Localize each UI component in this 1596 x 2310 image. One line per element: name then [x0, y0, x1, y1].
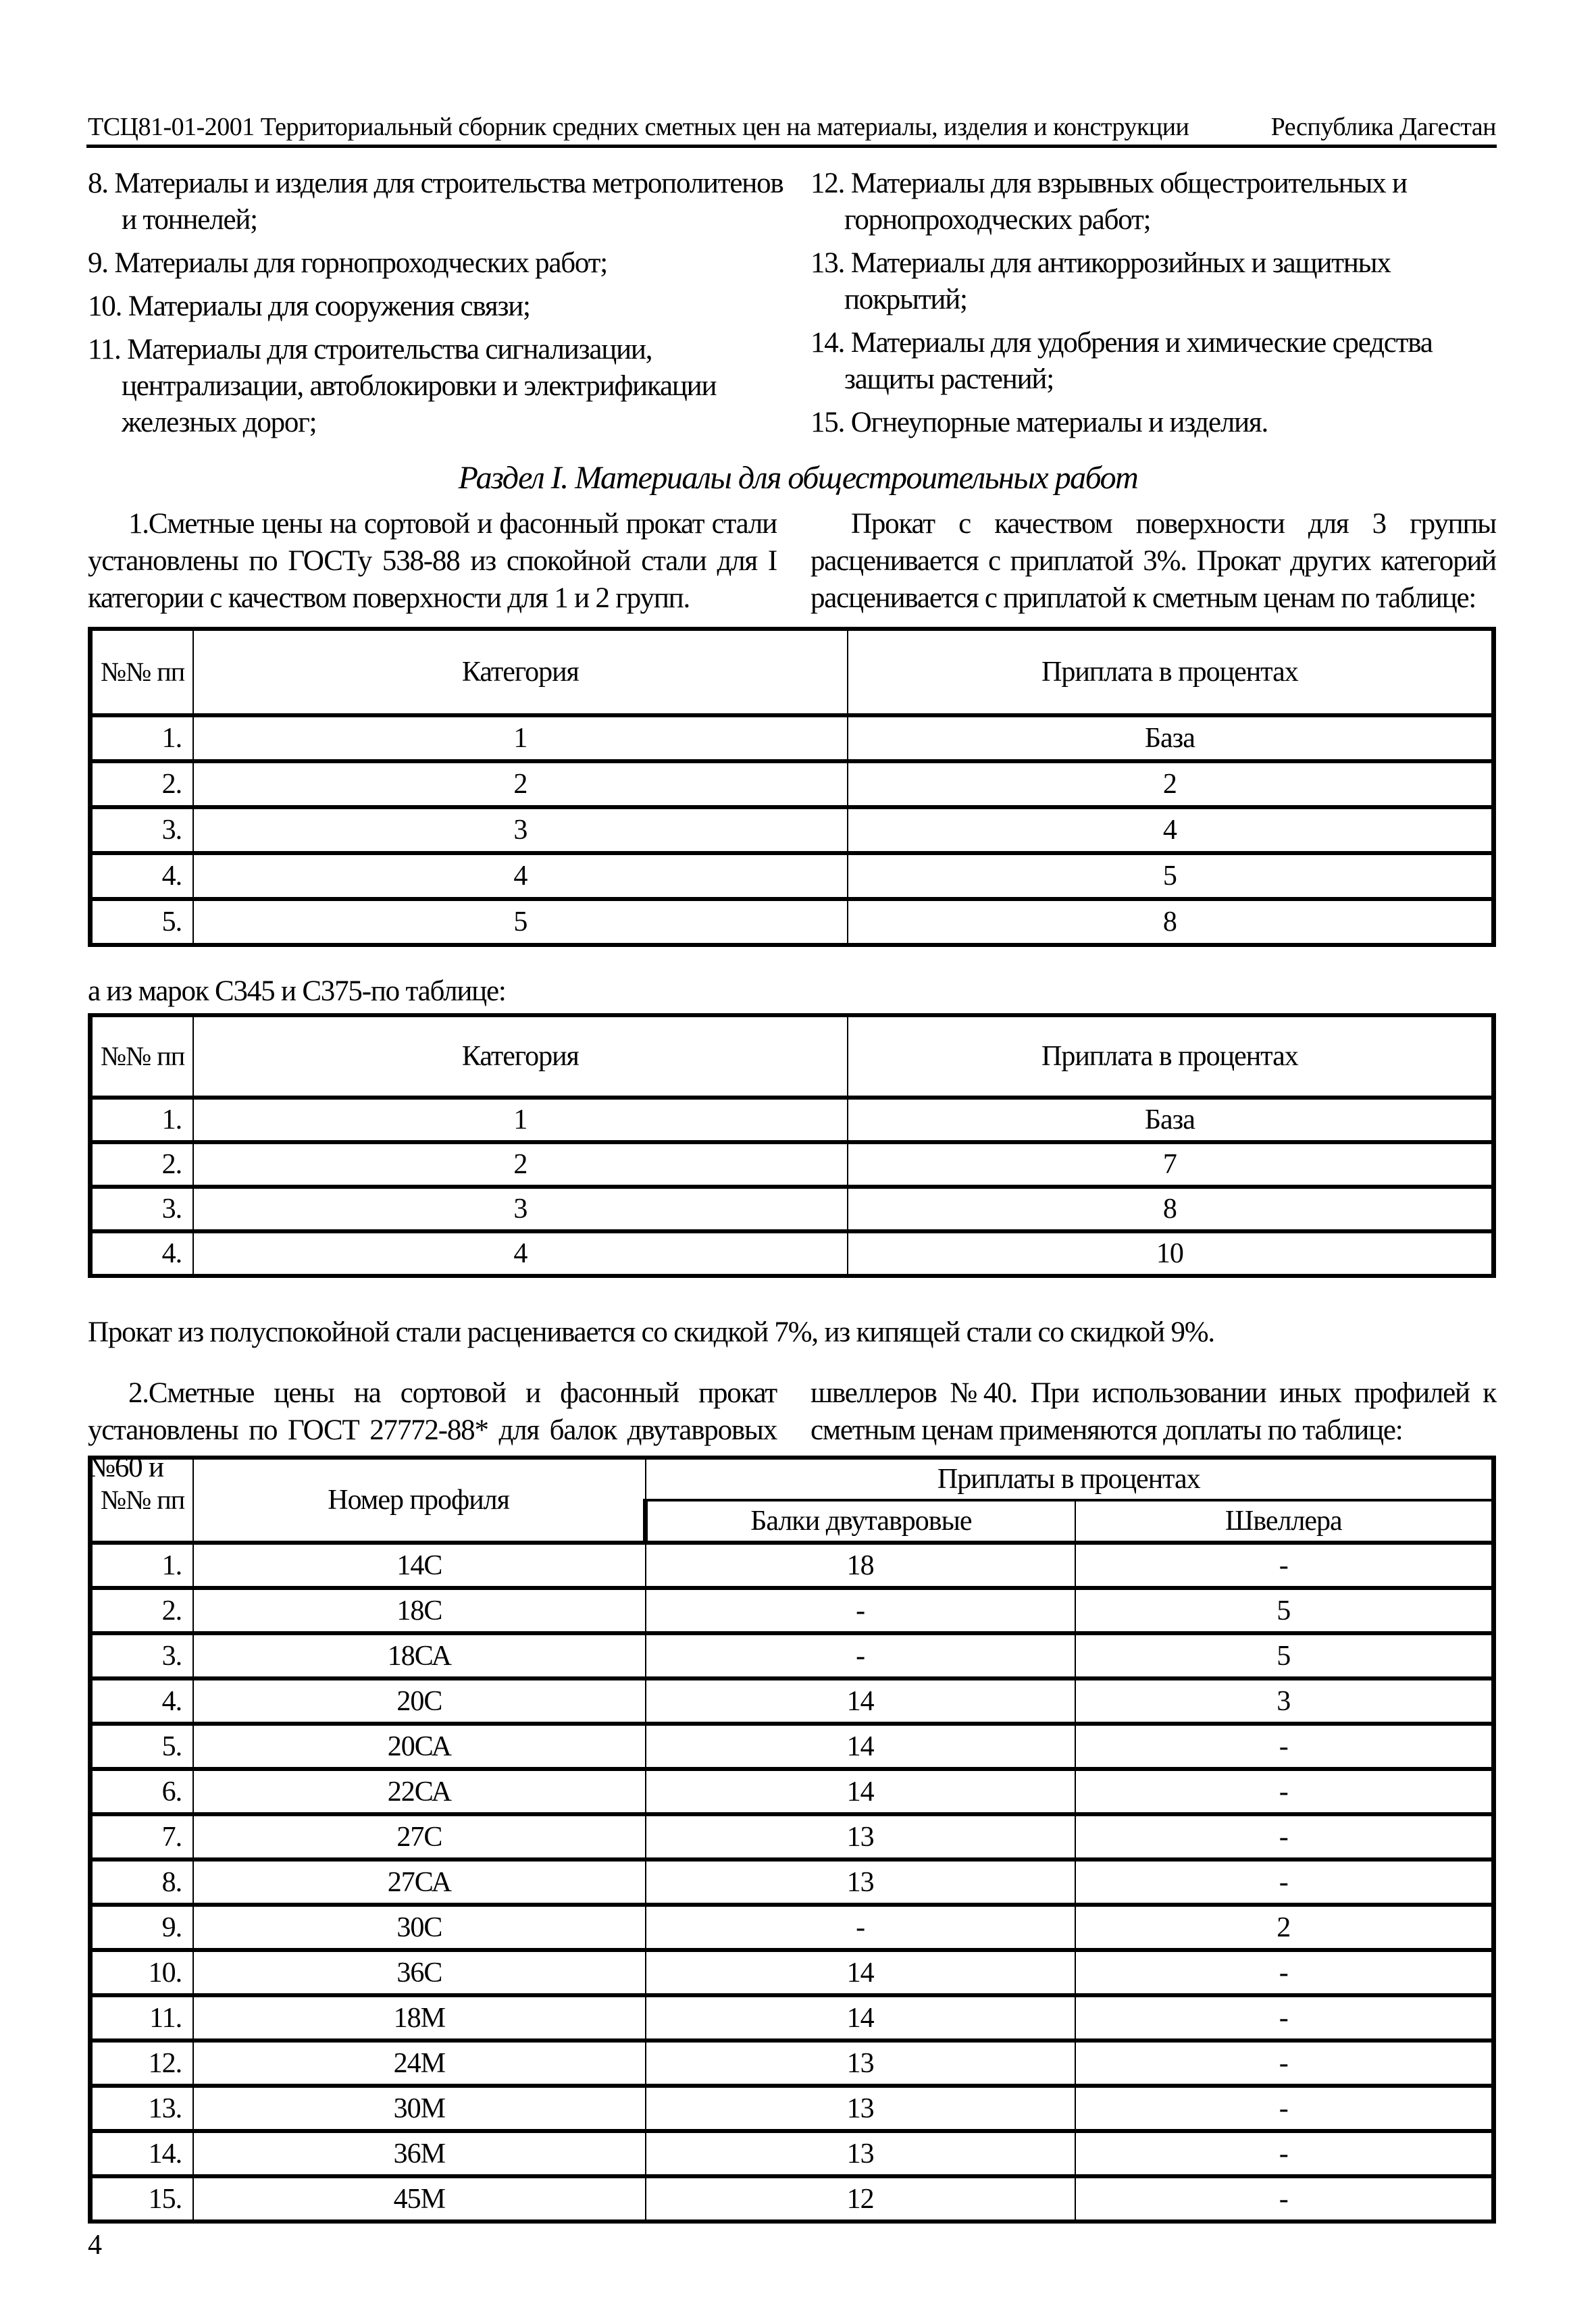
column-header-number: №№ пп — [91, 1458, 194, 1543]
table-row: 5. 5 8 — [91, 899, 1494, 945]
column-header-profile: Номер профиля — [193, 1458, 646, 1543]
table-row: 9. 30С - 2 — [91, 1905, 1494, 1950]
table-row: 2. 2 2 — [91, 761, 1494, 807]
list-item: 13. Материалы для антикоррозийных и защитных покрытий; — [810, 247, 1391, 315]
table-row: 1. 1 База — [91, 715, 1494, 761]
table-row: 5. 20СА 14 - — [91, 1724, 1494, 1769]
intro-list-left — [88, 165, 790, 448]
column-header-number: №№ пп — [91, 629, 194, 715]
table-row: 15. 45М 12 - — [91, 2176, 1494, 2222]
page-number: 4 — [88, 2230, 102, 2261]
table-row: 3. 18СА - 5 — [91, 1633, 1494, 1678]
table-row: 12. 24М 13 - — [91, 2040, 1494, 2086]
table-row: 1. 1 База — [91, 1098, 1494, 1142]
list-item: 8. Материалы и изделия для строительства метрополитенов и тоннелей; — [88, 168, 783, 236]
column-header-category: Категория — [193, 629, 848, 715]
table-row: 10. 36С 14 - — [91, 1950, 1494, 1995]
header-title: ТСЦ81-01-2001 Территориальный сборник средних сметных цен на материалы, изделия и конструкции — [88, 113, 1189, 141]
table-row: 3. 3 8 — [91, 1187, 1494, 1231]
category-surcharge-table — [88, 627, 1496, 947]
list-item: 9. Материалы для горнопроходческих работ; — [88, 247, 607, 279]
list-item: 14. Материалы для удобрения и химические средства защиты растений; — [810, 327, 1433, 395]
intro-list-right — [810, 165, 1496, 448]
header-region: Республика Дагестан — [1270, 113, 1496, 141]
profile-surcharge-table — [88, 1456, 1496, 2224]
c345-surcharge-table — [88, 1013, 1496, 1278]
table-header-row — [91, 1458, 1494, 1500]
paragraph-text: 1.Сметные цены на сортовой и фасонный прокат стали установлены по ГОСТу 538-88 из спокойной стали для I категории с качеством поверхности для 1 и 2 групп. — [88, 508, 777, 614]
table-header-row — [91, 629, 1494, 715]
table-row: 14. 36М 13 - — [91, 2131, 1494, 2176]
list-item: 10. Материалы для сооружения связи; — [88, 290, 530, 322]
column-header-surcharge: Приплата в процентах — [848, 1015, 1494, 1098]
table-row: 4. 4 5 — [91, 853, 1494, 899]
column-group-surcharges: Приплаты в процентах — [646, 1458, 1494, 1500]
page-header — [88, 101, 1496, 142]
paragraph-1-right — [810, 505, 1496, 617]
paragraph-2-right — [810, 1375, 1496, 1449]
c345-note: а из марок С345 и С375-по таблице: — [88, 975, 506, 1007]
table-row: 11. 18М 14 - — [91, 1995, 1494, 2040]
list-item: 11. Материалы для строительства сигнализации, централизации, автоблокировки и электрификации железных дорог; — [88, 334, 717, 438]
paragraph-text: швеллеров №40. При использовании иных профилей к сметным ценам применяются доплаты по таблице: — [810, 1377, 1496, 1446]
table-row: 13. 30М 13 - — [91, 2086, 1494, 2131]
table-row: 8. 27СА 13 - — [91, 1859, 1494, 1905]
column-header-category: Категория — [193, 1015, 848, 1098]
column-header-surcharge: Приплата в процентах — [848, 629, 1494, 715]
table-row: 3. 3 4 — [91, 807, 1494, 853]
table-row: 4. 4 10 — [91, 1231, 1494, 1276]
table-header-row — [91, 1015, 1494, 1098]
column-header-beams: Балки двутавровые — [646, 1500, 1075, 1543]
table-row: 7. 27С 13 - — [91, 1814, 1494, 1859]
discount-note: Прокат из полуспокойной стали расценивается со скидкой 7%, из кипящей стали со скидкой 9%. — [88, 1316, 1214, 1348]
list-item: 12. Материалы для взрывных общестроительных и горнопроходческих работ; — [810, 168, 1407, 236]
paragraph-1-left — [88, 505, 777, 617]
column-header-channels: Швеллера — [1075, 1500, 1494, 1543]
column-header-number: №№ пп — [91, 1015, 194, 1098]
header-divider — [86, 145, 1497, 148]
table-row: 2. 2 7 — [91, 1142, 1494, 1187]
table-row: 2. 18С - 5 — [91, 1588, 1494, 1633]
table-row: 4. 20С 14 3 — [91, 1678, 1494, 1724]
paragraph-text: Прокат с качеством поверхности для 3 группы расценивается с приплатой 3%. Прокат других категорий расценивается с приплатой к сметным ценам по таблице: — [810, 508, 1496, 614]
paragraph-text: 2.Сметные цены на сортовой и фасонный прокат установлены по ГОСТ 27772-88* для балок двутавровых №60 и — [88, 1377, 777, 1483]
table-row: 1. 14С 18 - — [91, 1543, 1494, 1588]
section-title: Раздел I. Материалы для общестроительных работ — [458, 460, 1138, 496]
list-item: 15. Огнеупорные материалы и изделия. — [810, 407, 1268, 438]
table-row: 6. 22СА 14 - — [91, 1769, 1494, 1814]
